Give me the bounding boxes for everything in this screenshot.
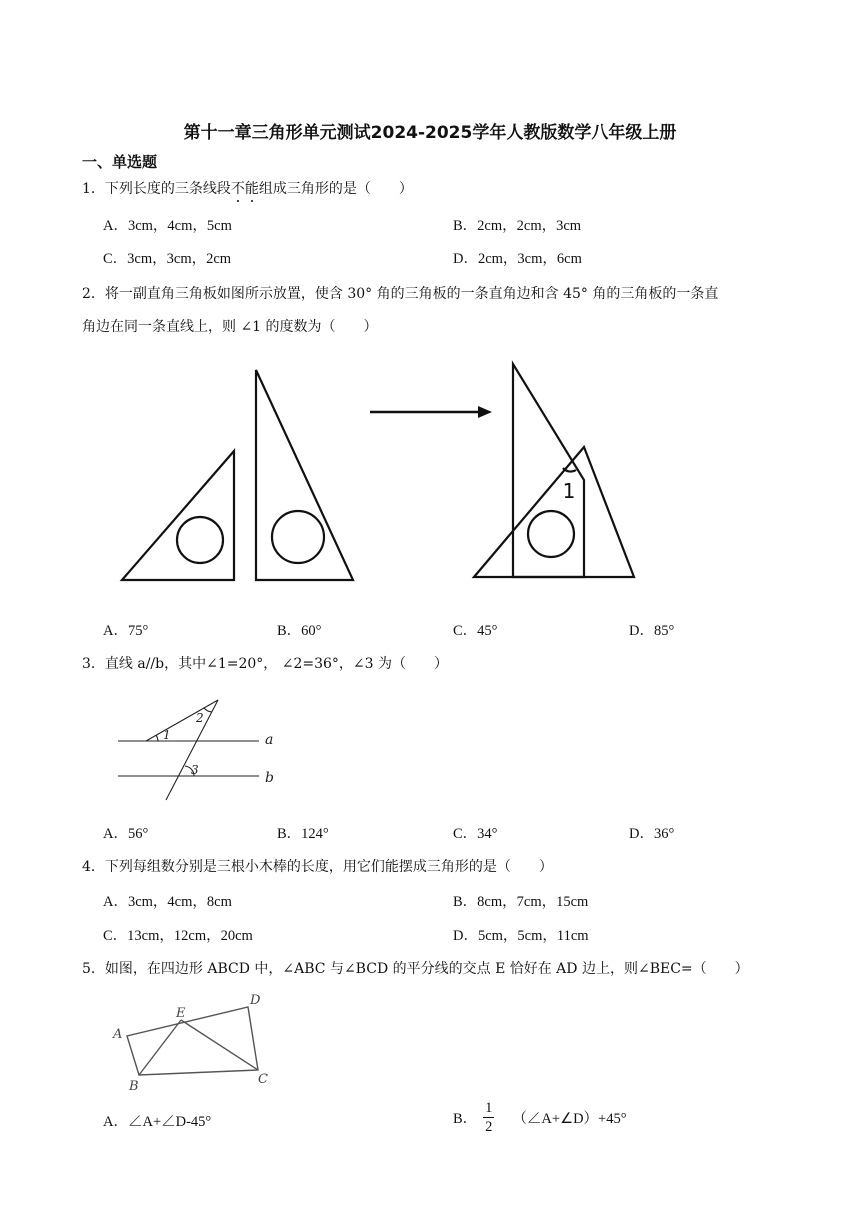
q2-option-c[interactable]: C．45°: [453, 623, 498, 639]
fraction-numerator: 1: [485, 1100, 493, 1116]
page-title: 第十一章三角形单元测试2024-2025学年人教版数学八年级上册: [183, 123, 677, 143]
line-a-label: a: [265, 732, 274, 748]
question-2-stem-line2: 角边在同一条直线上，则 ∠1 的度数为（ ）: [82, 319, 378, 335]
question-1-stem-after: 组成三角形的是（ ）: [258, 181, 413, 197]
line-b-label: b: [265, 770, 274, 786]
q2-option-d[interactable]: D．85°: [629, 623, 675, 639]
q1-option-a[interactable]: A．3cm，4cm，5cm: [103, 218, 232, 234]
vertex-e-label: E: [176, 1006, 186, 1021]
fraction-denominator: 2: [485, 1119, 493, 1135]
q3-option-d[interactable]: D．36°: [629, 826, 675, 842]
emphasis-char-2: 能: [244, 181, 259, 197]
question-2-stem-line1: 2．将一副直角三角板如图所示放置，使含 30° 角的三角板的一条直角边和含 45° 角的三角板的一条直: [82, 286, 719, 302]
q5-option-b-suffix: （∠A+∠D）+45°: [512, 1111, 627, 1127]
one-half-fraction: [483, 1099, 494, 1136]
segment-ec: [181, 1020, 258, 1070]
angle-1-label: 1: [163, 728, 171, 742]
q3-option-a[interactable]: A．56°: [103, 826, 149, 842]
vertex-a-label: A: [113, 1027, 123, 1042]
q4-option-d[interactable]: D．5cm，5cm，11cm: [453, 928, 589, 944]
vertex-d-label: D: [250, 993, 261, 1008]
q1-option-b[interactable]: B．2cm，2cm，3cm: [453, 218, 582, 234]
question-3-stem: 3．直线 a//b，其中∠1=20°， ∠2=36°，∠3 为（ ）: [82, 656, 449, 672]
angle-3-label: 3: [191, 763, 199, 777]
q3-option-b[interactable]: B．124°: [277, 826, 329, 842]
emphasis-char-1: 不: [230, 181, 245, 197]
question-1-stem-before: 1．下列长度的三条线段: [82, 181, 231, 197]
q5-option-b-prefix: B．: [453, 1111, 478, 1127]
vertex-c-label: C: [258, 1072, 268, 1087]
angle-1-label: 1: [562, 479, 576, 503]
question-5-stem: 5．如图，在四边形 ABCD 中，∠ABC 与∠BCD 的平分线的交点 E 恰好在 AD 边上，则∠BEC=（ ）: [82, 961, 749, 977]
q4-option-a[interactable]: A．3cm，4cm，8cm: [103, 894, 232, 910]
section-heading: 一、单选题: [82, 153, 158, 171]
q5-option-a[interactable]: A．∠A+∠D-45°: [103, 1114, 212, 1130]
question-4-stem: 4．下列每组数分别是三根小木棒的长度，用它们能摆成三角形的是（ ）: [82, 859, 553, 875]
q1-option-d[interactable]: D．2cm，3cm，6cm: [453, 251, 582, 267]
angle-2-label: 2: [196, 711, 204, 725]
vertex-b-label: B: [129, 1079, 139, 1094]
q2-option-a[interactable]: A．75°: [103, 623, 149, 639]
q3-option-c[interactable]: C．34°: [453, 826, 498, 842]
q2-option-b[interactable]: B．60°: [277, 623, 322, 639]
q5-option-b[interactable]: [453, 1099, 627, 1136]
q4-option-b[interactable]: B．8cm，7cm，15cm: [453, 894, 589, 910]
q4-option-c[interactable]: C．13cm，12cm，20cm: [103, 928, 253, 944]
q1-option-c[interactable]: C．3cm，3cm，2cm: [103, 251, 232, 267]
